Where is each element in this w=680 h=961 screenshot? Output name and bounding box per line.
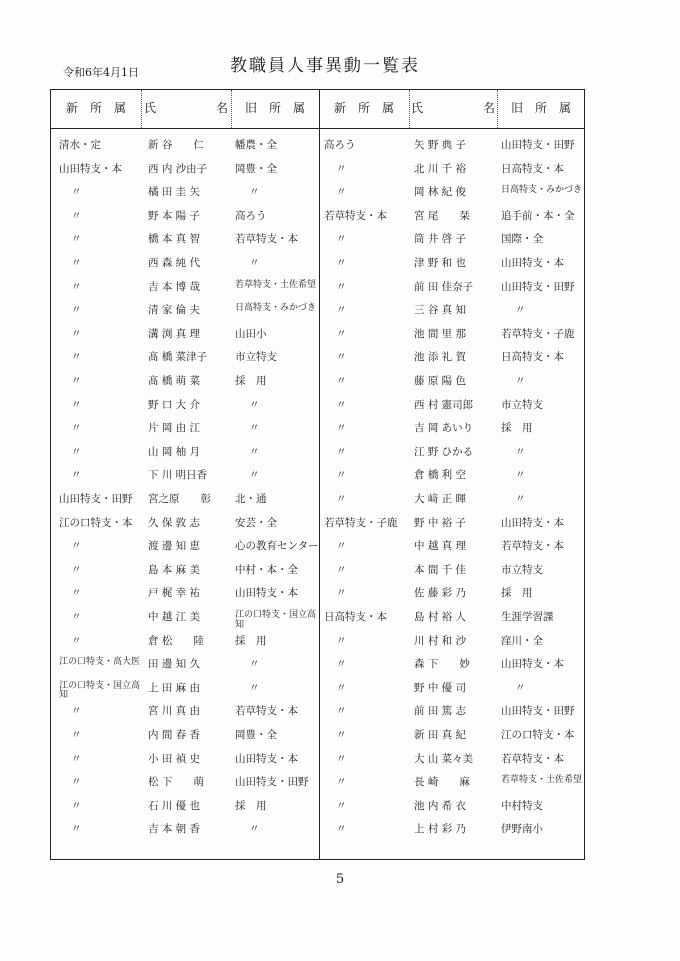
old-office-cell: 山田特支・本 xyxy=(501,516,564,529)
old-office-cell: 採 用 xyxy=(235,634,267,647)
name-cell: 新 谷 仁 xyxy=(148,139,204,151)
name-cell: 倉 橋 利 空 xyxy=(414,469,467,482)
name-cell: 池 内 希 衣 xyxy=(414,799,467,812)
new-office-cell: 〃 xyxy=(336,658,347,671)
name-cell: 津 野 和 也 xyxy=(414,257,467,269)
new-office-cell: 〃 xyxy=(71,469,82,482)
page-number: 5 xyxy=(335,872,345,887)
new-office-cell: 山田特支・田野 xyxy=(59,493,133,505)
header-divider xyxy=(141,90,142,128)
table-row xyxy=(51,257,584,281)
table-row xyxy=(51,729,584,753)
new-office-cell: 日高特支・本 xyxy=(324,611,387,623)
old-office-cell: 若草特支・土佐希望 xyxy=(501,775,583,786)
new-office-cell: 〃 xyxy=(71,375,82,387)
name-cell: 中 越 江 美 xyxy=(148,611,201,623)
name-cell: 島 村 裕 人 xyxy=(414,611,467,623)
header-old-office-2: 旧 所 属 xyxy=(510,101,571,115)
name-cell: 内 間 春 香 xyxy=(148,729,201,741)
name-cell: 矢 野 典 子 xyxy=(414,139,467,151)
name-cell: 島 本 麻 美 xyxy=(148,563,201,576)
new-office-cell: 高ろう xyxy=(324,139,356,151)
new-office-cell: 江の口特支・高大医 xyxy=(59,657,141,668)
new-office-cell: 〃 xyxy=(71,729,82,741)
table-row xyxy=(51,446,584,470)
header-old-office: 旧 所 属 xyxy=(244,101,305,115)
new-office-cell: 〃 xyxy=(336,375,347,387)
name-cell: 大 﨑 正 暉 xyxy=(414,493,467,505)
old-office-cell: 市立特支 xyxy=(501,398,543,411)
new-office-cell: 〃 xyxy=(71,540,82,553)
old-office-cell: 心の教育センター xyxy=(235,540,319,553)
name-cell: 宮之原 彰 xyxy=(148,493,211,505)
name-cell: 髙 橋 菜津子 xyxy=(148,351,208,364)
table-row xyxy=(51,705,584,729)
table-row xyxy=(51,399,584,423)
new-office-cell: 〃 xyxy=(71,705,82,718)
old-office-cell: 〃 xyxy=(249,257,260,269)
old-office-cell: 高ろう xyxy=(235,209,267,222)
old-office-cell: 日高特支・本 xyxy=(501,162,564,175)
header-new-office-2: 新 所 属 xyxy=(333,101,394,115)
new-office-cell: 〃 xyxy=(71,398,82,411)
old-office-cell: 山田特支・本 xyxy=(501,658,564,671)
new-office-cell: 〃 xyxy=(71,233,82,246)
old-office-cell: 〃 xyxy=(249,422,260,435)
old-office-cell: 〃 xyxy=(249,823,260,836)
old-office-cell: 山田特支・本 xyxy=(235,587,298,600)
name-cell: 吉 本 朝 香 xyxy=(148,823,201,836)
name-cell: 本 間 千 佳 xyxy=(414,563,467,576)
new-office-cell: 〃 xyxy=(71,776,82,789)
new-office-cell: 〃 xyxy=(71,351,82,364)
old-office-cell: 採 用 xyxy=(501,422,533,435)
table-row xyxy=(51,375,584,399)
header-divider xyxy=(497,90,498,128)
new-office-cell: 〃 xyxy=(71,587,82,600)
name-cell: 渡 邊 知 恵 xyxy=(148,540,201,553)
old-office-cell: 伊野南小 xyxy=(501,823,543,836)
new-office-cell: 〃 xyxy=(336,422,347,435)
old-office-cell: 〃 xyxy=(249,398,260,411)
old-office-cell: 若草特支・本 xyxy=(501,540,564,553)
new-office-cell: 〃 xyxy=(336,705,347,718)
table-row xyxy=(51,186,584,210)
name-cell: 吉 本 博 哉 xyxy=(148,280,201,293)
new-office-cell: 江の口特支・本 xyxy=(59,516,133,529)
new-office-cell: 若草特支・本 xyxy=(324,209,387,222)
new-office-cell: 〃 xyxy=(71,304,82,317)
name-cell: 久 保 敦 志 xyxy=(148,516,201,529)
name-cell: 片 岡 由 江 xyxy=(148,422,201,435)
new-office-cell: 〃 xyxy=(336,445,347,458)
table-row xyxy=(51,800,584,824)
name-cell: 新 田 真 紀 xyxy=(414,729,467,741)
table-row xyxy=(51,540,584,564)
old-office-cell: 〃 xyxy=(515,469,526,482)
old-office-cell: 山田特支・田野 xyxy=(501,280,575,293)
old-office-cell: 〃 xyxy=(249,445,260,458)
header-name: 氏 名 xyxy=(143,101,228,115)
date-label: 令和6年4月1日 xyxy=(63,66,139,79)
old-office-cell: 若草特支・本 xyxy=(235,705,298,718)
name-cell: 江 野 ひかる xyxy=(414,445,474,458)
name-cell: 上 村 彩 乃 xyxy=(414,823,467,836)
new-office-cell: 〃 xyxy=(336,233,347,246)
old-office-cell: 日高特支・みかづき xyxy=(501,185,583,196)
new-office-cell: 〃 xyxy=(336,799,347,812)
old-office-cell: 〃 xyxy=(249,658,260,671)
name-cell: 北 川 千 裕 xyxy=(414,162,467,175)
new-office-cell: 〃 xyxy=(336,634,347,647)
new-office-cell: 〃 xyxy=(71,823,82,836)
name-cell: 大 山 菜々美 xyxy=(414,752,474,765)
old-office-cell: 〃 xyxy=(515,681,526,694)
new-office-cell: 〃 xyxy=(71,186,82,199)
name-cell: 三 谷 真 知 xyxy=(414,304,467,317)
old-office-cell: 〃 xyxy=(515,304,526,317)
table-row xyxy=(51,233,584,257)
old-office-cell: 北・通 xyxy=(235,493,267,505)
new-office-cell: 山田特支・本 xyxy=(59,162,122,175)
new-office-cell: 〃 xyxy=(336,304,347,317)
new-office-cell: 〃 xyxy=(71,563,82,576)
old-office-cell: 江の口特支・国立高知 xyxy=(235,610,317,630)
new-office-cell: 〃 xyxy=(71,611,82,623)
old-office-cell: 日高特支・本 xyxy=(501,351,564,364)
name-cell: 中 越 真 理 xyxy=(414,540,467,553)
old-office-cell: 岡豊・全 xyxy=(235,162,277,175)
new-office-cell: 〃 xyxy=(336,540,347,553)
new-office-cell: 〃 xyxy=(336,752,347,765)
new-office-cell: 〃 xyxy=(336,257,347,269)
name-cell: 長 崎 麻 xyxy=(414,776,470,789)
new-office-cell: 〃 xyxy=(336,681,347,694)
old-office-cell: 山田特支・田野 xyxy=(235,776,309,789)
new-office-cell: 〃 xyxy=(71,257,82,269)
header-divider xyxy=(409,90,410,128)
old-office-cell: 日高特支・みかづき xyxy=(235,303,317,314)
header-new-office: 新 所 属 xyxy=(65,101,126,115)
header-name-2: 氏 名 xyxy=(410,101,495,115)
old-office-cell: 若草特支・土佐希望 xyxy=(235,279,317,290)
name-cell: 前 田 佳奈子 xyxy=(414,280,474,293)
name-cell: 西 村 憲司郎 xyxy=(414,398,474,411)
new-office-cell: 〃 xyxy=(71,752,82,765)
table-row xyxy=(51,351,584,375)
name-cell: 森 下 妙 xyxy=(414,658,470,671)
new-office-cell: 〃 xyxy=(336,327,347,340)
table-row xyxy=(51,328,584,352)
name-cell: 筒 井 啓 子 xyxy=(414,233,467,246)
name-cell: 池 間 里 那 xyxy=(414,327,467,340)
name-cell: 石 川 優 也 xyxy=(148,799,201,812)
new-office-cell: 〃 xyxy=(336,563,347,576)
table-row xyxy=(51,493,584,517)
name-cell: 髙 橋 萌 菜 xyxy=(148,375,201,387)
old-office-cell: 〃 xyxy=(515,493,526,505)
name-cell: 前 田 篤 志 xyxy=(414,705,467,718)
table-row xyxy=(51,658,584,682)
table-row xyxy=(51,635,584,659)
name-cell: 池 添 礼 賀 xyxy=(414,351,467,364)
name-cell: 清 家 倫 夫 xyxy=(148,304,201,317)
table-row xyxy=(51,422,584,446)
new-office-cell: 〃 xyxy=(71,209,82,222)
old-office-cell: 〃 xyxy=(515,445,526,458)
old-office-cell: 江の口特支・本 xyxy=(501,729,575,741)
new-office-cell: 〃 xyxy=(71,422,82,435)
old-office-cell: 市立特支 xyxy=(235,351,277,364)
new-office-cell: 〃 xyxy=(71,634,82,647)
new-office-cell: 〃 xyxy=(71,445,82,458)
old-office-cell: 若草特支・本 xyxy=(235,233,298,246)
table-row xyxy=(51,682,584,706)
new-office-cell: 〃 xyxy=(71,280,82,293)
table-row xyxy=(51,776,584,800)
old-office-cell: 若草特支・子鹿 xyxy=(501,327,575,340)
table-row xyxy=(51,281,584,305)
name-cell: 野 中 裕 子 xyxy=(414,516,467,529)
new-office-cell: 清水・定 xyxy=(59,139,101,151)
name-cell: 西 森 純 代 xyxy=(148,257,201,269)
new-office-cell: 〃 xyxy=(336,469,347,482)
name-cell: 吉 岡 あいり xyxy=(414,422,474,435)
old-office-cell: 岡豊・全 xyxy=(235,729,277,741)
page-title: 教職員人事異動一覧表 xyxy=(230,56,420,76)
old-office-cell: 〃 xyxy=(249,186,260,199)
old-office-cell: 山田特支・田野 xyxy=(501,705,575,718)
table-row xyxy=(51,139,584,163)
new-office-cell: 〃 xyxy=(336,280,347,293)
name-cell: 宮 尾 栞 xyxy=(414,209,470,222)
transfer-table xyxy=(50,89,585,860)
old-office-cell: 若草特支・本 xyxy=(501,752,564,765)
name-cell: 佐 藤 彩 乃 xyxy=(414,587,467,600)
new-office-cell: 若草特支・子鹿 xyxy=(324,516,398,529)
old-office-cell: 山田特支・田野 xyxy=(501,139,575,151)
old-office-cell: 生涯学習課 xyxy=(501,611,554,623)
new-office-cell: 〃 xyxy=(336,823,347,836)
name-cell: 上 田 麻 由 xyxy=(148,681,201,694)
old-office-cell: 山田特支・本 xyxy=(235,752,298,765)
old-office-cell: 中村・本・全 xyxy=(235,563,298,576)
table-row xyxy=(51,564,584,588)
new-office-cell: 〃 xyxy=(336,351,347,364)
name-cell: 溝 渕 真 理 xyxy=(148,327,201,340)
name-cell: 野 本 陽 子 xyxy=(148,209,201,222)
name-cell: 藤 原 陽 色 xyxy=(414,375,467,387)
name-cell: 小 田 禎 史 xyxy=(148,752,201,765)
table-row xyxy=(51,304,584,328)
table-row xyxy=(51,611,584,635)
name-cell: 山 岡 柚 月 xyxy=(148,445,201,458)
name-cell: 宮 川 真 由 xyxy=(148,705,201,718)
old-office-cell: 採 用 xyxy=(235,375,267,387)
table-header xyxy=(51,90,584,129)
new-office-cell: 〃 xyxy=(71,327,82,340)
header-divider xyxy=(231,90,232,128)
old-office-cell: 山田特支・本 xyxy=(501,257,564,269)
new-office-cell: 〃 xyxy=(336,729,347,741)
name-cell: 戸 梶 幸 祐 xyxy=(148,587,201,600)
table-row xyxy=(51,210,584,234)
name-cell: 野 口 大 介 xyxy=(148,398,201,411)
table-row xyxy=(51,823,584,847)
new-office-cell: 〃 xyxy=(336,162,347,175)
new-office-cell: 〃 xyxy=(336,398,347,411)
table-row xyxy=(51,753,584,777)
name-cell: 岡 林 紀 俊 xyxy=(414,186,467,199)
name-cell: 松 下 萌 xyxy=(148,776,204,789)
old-office-cell: 採 用 xyxy=(235,799,267,812)
name-cell: 田 邊 知 久 xyxy=(148,658,201,671)
name-cell: 西 内 沙由子 xyxy=(148,162,208,175)
old-office-cell: 追手前・本・全 xyxy=(501,209,575,222)
new-office-cell: 〃 xyxy=(336,186,347,199)
old-office-cell: 〃 xyxy=(515,375,526,387)
old-office-cell: 窪川・全 xyxy=(501,634,543,647)
name-cell: 橋 本 真 智 xyxy=(148,233,201,246)
old-office-cell: 幡農・全 xyxy=(235,139,277,151)
name-cell: 倉 松 陸 xyxy=(148,634,204,647)
new-office-cell: 〃 xyxy=(71,799,82,812)
new-office-cell: 〃 xyxy=(336,776,347,789)
old-office-cell: 国際・全 xyxy=(501,233,543,246)
table-row xyxy=(51,517,584,541)
new-office-cell: 〃 xyxy=(336,493,347,505)
name-cell: 野 中 優 司 xyxy=(414,681,467,694)
old-office-cell: 安芸・全 xyxy=(235,516,277,529)
name-cell: 橘 田 圭 矢 xyxy=(148,186,201,199)
table-row xyxy=(51,587,584,611)
table-row xyxy=(51,163,584,187)
name-cell: 川 村 和 沙 xyxy=(414,634,467,647)
new-office-cell: 〃 xyxy=(336,587,347,600)
new-office-cell: 江の口特支・国立高知 xyxy=(59,680,141,701)
old-office-cell: 中村特支 xyxy=(501,799,543,812)
name-cell: 下 川 明日香 xyxy=(148,469,208,482)
old-office-cell: 〃 xyxy=(249,469,260,482)
table-row xyxy=(51,469,584,493)
old-office-cell: 市立特支 xyxy=(501,563,543,576)
old-office-cell: 採 用 xyxy=(501,587,533,600)
old-office-cell: 山田小 xyxy=(235,327,267,340)
old-office-cell: 〃 xyxy=(249,681,260,694)
